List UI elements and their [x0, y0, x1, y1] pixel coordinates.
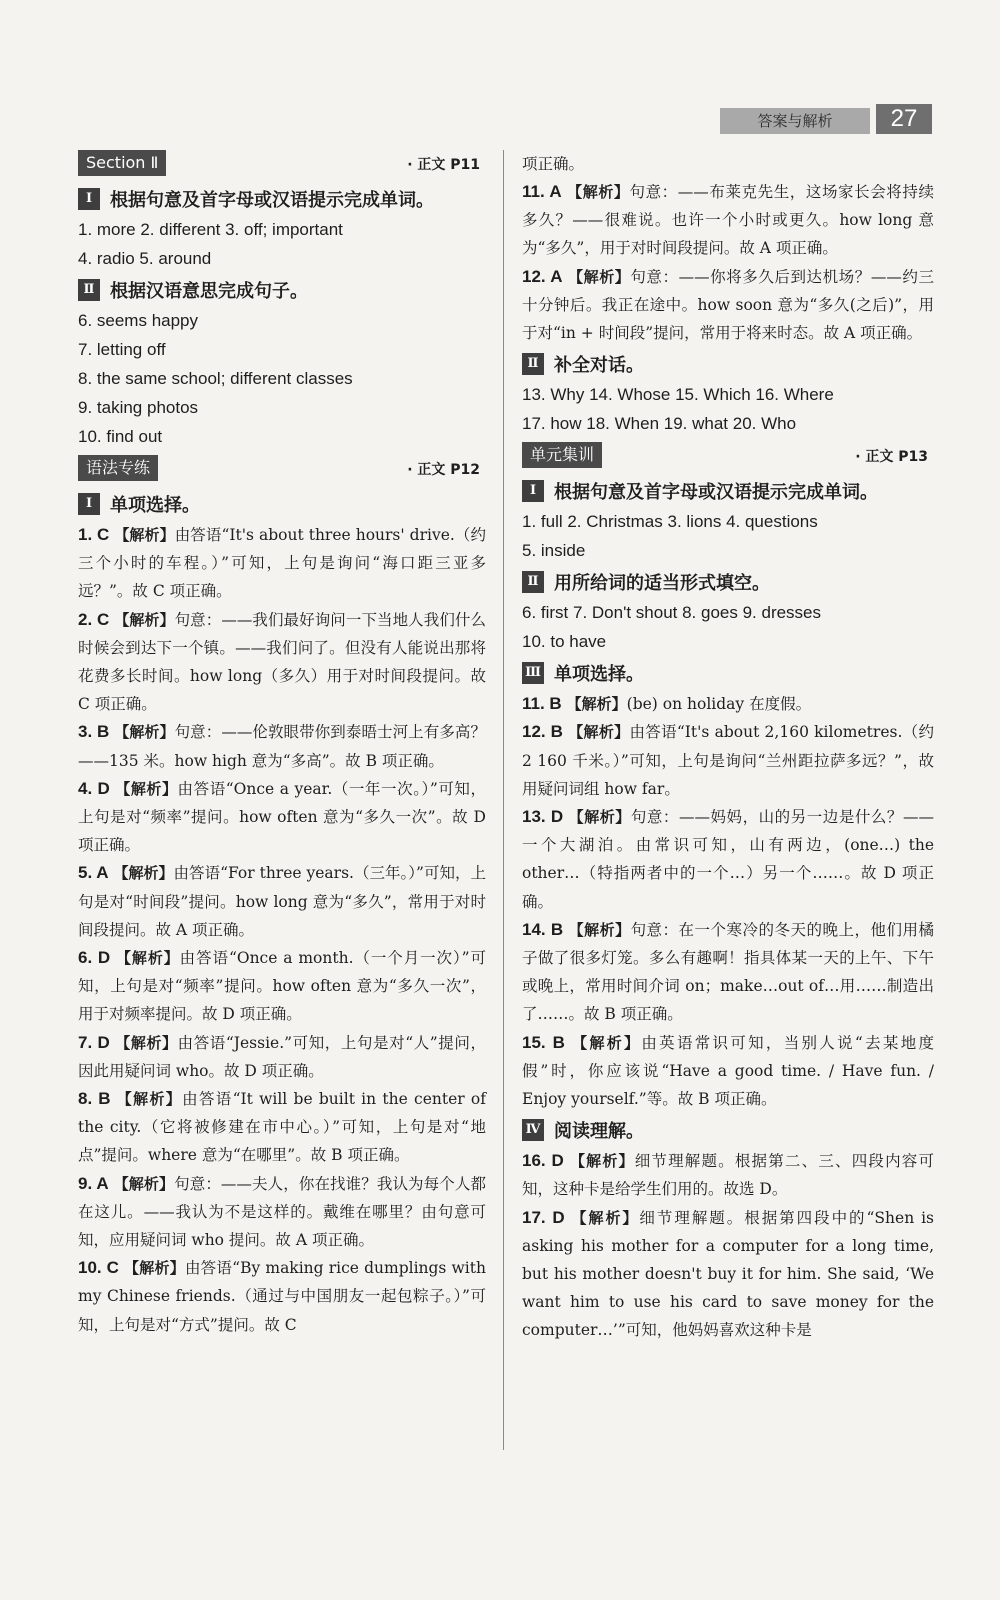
- answer-line: 1. more 2. different 3. off; important: [78, 220, 343, 239]
- item-tag: 【解析】: [114, 610, 175, 629]
- list-item: [78, 521, 486, 606]
- item-number: 15. B: [522, 1032, 565, 1052]
- list-item: [78, 606, 486, 719]
- item-text: 由答语“Jessie.”可知，上句是对“人”提问，因此用疑问词 who。故 D 项正确。: [78, 1033, 486, 1080]
- list-item: [78, 1254, 486, 1339]
- item-number: 11. B: [522, 694, 562, 714]
- page-number: 27: [876, 104, 932, 134]
- item-number: 1. C: [78, 525, 110, 544]
- answer-line: 17. how 18. When 19. what 20. Who: [522, 414, 797, 434]
- list-item: [522, 803, 934, 916]
- item-number: 2. C: [78, 609, 110, 629]
- item-number: 12. B: [522, 722, 563, 742]
- part-heading: [78, 489, 486, 519]
- part-heading: [522, 658, 934, 688]
- list-item: [522, 1147, 934, 1203]
- item-number: 16. D: [522, 1151, 564, 1171]
- part-heading: [522, 567, 934, 597]
- list-item: [522, 1029, 934, 1114]
- item-tag: 【解析】: [569, 1152, 635, 1171]
- item-number: 8. B: [78, 1089, 111, 1109]
- answer-line: 9. taking photos: [78, 398, 199, 417]
- item-text: 句意：在一个寒冷的冬天的晚上，他们用橘子做了很多灯笼。多么有趣啊！指具体某一天的上午、下午或晚上，常用时间介词 on；make…out of…用……制造出了……。故 B 项正确。: [522, 920, 934, 1024]
- answer-line: 8. the same school; different classes: [78, 369, 353, 388]
- roman-badge: Ⅳ: [522, 1119, 544, 1141]
- roman-badge: Ⅱ: [522, 353, 544, 375]
- item-tag: 【解析】: [568, 723, 630, 742]
- part-title: 单项选择。: [110, 495, 200, 516]
- item-tag: 【解析】: [567, 183, 630, 201]
- item-tag: 【解析】: [572, 1033, 642, 1052]
- item-text: 由答语“For three years.（三年。）”可知，上句是对“时间段”提问。how long 意为“多久”，常用于对时间段提问。故 A 项正确。: [78, 864, 486, 939]
- right-column: [522, 150, 934, 1345]
- answer-line: 6. seems happy: [78, 311, 199, 330]
- item-tag: 【解析】: [113, 1174, 175, 1193]
- item-text: (be) on holiday 在度假。: [626, 695, 812, 714]
- item-number: 13. D: [522, 807, 564, 827]
- item-text: 细节理解题。根据第四段中的“Shen is asking his mother for a computer for a long time, but his mother doesn't buy it for him. She said, ‘We want him to use his card to save money for the computer…’”可知，他妈妈喜欢这种卡是: [522, 1208, 934, 1340]
- item-number: 14. B: [522, 919, 564, 939]
- item-text: 由答语“It's about 2,160 kilometres.（约 2 160 千米。）”可知，上句是询问“兰州距拉萨多远？”，故用疑问词组 how far。: [522, 723, 934, 798]
- answer-line: 6. first 7. Don't shout 8. goes 9. dresses: [522, 603, 822, 623]
- section-tag: 语法专练: [78, 455, 158, 481]
- item-text: 句意：——伦敦眼带你到泰晤士河上有多高？——135 米。how high 意为“多高”。故 B 项正确。: [78, 723, 486, 770]
- item-text: 句意：——夫人，你在找谁？我认为每个人都在这儿。——我认为不是这样的。戴维在哪里？由句意可知，应用疑问词 who 提问。故 A 项正确。: [78, 1174, 486, 1250]
- roman-badge: Ⅱ: [78, 279, 100, 301]
- continued-text: 项正确。: [522, 155, 585, 173]
- answer-line: 4. radio 5. around: [78, 249, 212, 268]
- item-tag: 【解析】: [124, 1259, 185, 1278]
- item-text: 由答语“It will be built in the center of the city.（它将被修建在市中心。）”可知，上句是对“地点”提问。where 意为“在哪里”。故 B 项正确。: [78, 1090, 486, 1165]
- section-header: [78, 150, 486, 180]
- section-tag: 单元集训: [522, 442, 602, 468]
- item-text: 由答语“Once a month.（一个月一次）”可知，上句是对“频率”提问。how often 意为“多久一次”，用于对频率提问。故 D 项正确。: [78, 949, 486, 1024]
- item-number: 6. D: [78, 948, 111, 968]
- item-number: 10. C: [78, 1258, 119, 1278]
- item-text: 句意：——你将多久后到达机场？——约三十分钟后。我正在途中。how soon 意为“多久(之后)”，用于对“in + 时间段”提问，常用于将来时态。故 A 项正确。: [522, 267, 934, 343]
- answer-line: 10. find out: [78, 427, 163, 446]
- list-item: [78, 1029, 486, 1085]
- part-title: 根据句意及首字母或汉语提示完成单词。: [554, 482, 878, 504]
- answer-line: 10. to have: [522, 632, 607, 652]
- section-ref: · 正文 P11: [407, 157, 480, 173]
- part-heading: [522, 1115, 934, 1145]
- section-header: [522, 442, 934, 472]
- item-text: 句意：——妈妈，山的另一边是什么？——一个大湖泊。由常识可知，山有两边，(one…) the other…（特指两者中的一个…）另一个……。故 D 项正确。: [522, 808, 934, 911]
- left-column: [78, 150, 486, 1339]
- part-title: 根据汉语意思完成句子。: [110, 281, 308, 302]
- list-item: [522, 263, 934, 348]
- list-item: [522, 178, 934, 263]
- list-item: [522, 916, 934, 1029]
- answer-line: 7. letting off: [78, 340, 166, 359]
- item-tag: 【解析】: [568, 920, 631, 939]
- section-ref: · 正文 P13: [855, 449, 928, 466]
- list-item: [78, 1085, 486, 1170]
- item-number: 7. D: [78, 1032, 110, 1052]
- part-heading: [522, 349, 934, 379]
- list-item: [522, 718, 934, 803]
- part-title: 用所给词的适当形式填空。: [554, 573, 770, 595]
- item-number: 12. A: [522, 266, 563, 286]
- item-text: 由答语“By making rice dumplings with my Chinese friends.（通过与中国朋友一起包粽子。）”可知，上句是对“方式”提问。故 C: [78, 1259, 486, 1334]
- item-tag: 【解析】: [115, 949, 180, 968]
- item-tag: 【解析】: [568, 267, 631, 286]
- item-tag: 【解析】: [114, 723, 175, 742]
- item-text: 句意：——我们最好询问一下当地人我们什么时候会到达下一个镇。——我们问了。但没有人能说出那将花费多长时间。how long（多久）用于对时间段提问。故 C 项正确。: [78, 610, 486, 714]
- roman-badge: Ⅰ: [78, 493, 100, 515]
- section-ref: · 正文 P12: [407, 462, 480, 478]
- section-header: [78, 455, 486, 485]
- answer-line: 1. full 2. Christmas 3. lions 4. questions: [522, 512, 818, 532]
- part-title: 阅读理解。: [554, 1121, 644, 1143]
- part-heading: [522, 476, 934, 506]
- list-item: [522, 1204, 934, 1345]
- roman-badge: Ⅰ: [78, 188, 100, 210]
- item-text: 句意：——布莱克先生，这场家长会将持续多久？——很难说。也许一个小时或更久。how long 意为“多久”，用于对时间段提问。故 A 项正确。: [522, 183, 934, 258]
- answer-line: 5. inside: [522, 541, 586, 561]
- part-title: 补全对话。: [554, 355, 644, 377]
- roman-badge: Ⅱ: [522, 571, 544, 593]
- item-tag: 【解析】: [115, 779, 178, 798]
- roman-badge: Ⅲ: [522, 662, 544, 684]
- item-text: 细节理解题。根据第二、三、四段内容可知，这种卡是给学生们用的。故选 D。: [522, 1152, 934, 1199]
- part-heading: [78, 275, 486, 305]
- list-item: [78, 859, 486, 944]
- item-tag: 【解析】: [113, 864, 174, 883]
- header-label: 答案与解析: [720, 108, 870, 134]
- item-number: 4. D: [78, 778, 110, 798]
- item-text: 由答语“Once a year.（一年一次。）”可知，上句是对“频率”提问。how often 意为“多久一次”。故 D 项正确。: [78, 779, 486, 855]
- part-title: 单项选择。: [554, 664, 644, 686]
- item-text: 由英语常识可知，当别人说“去某地度假”时，你应该说“Have a good time. / Have fun. / Enjoy yourself.”等。故 B 项正确。: [522, 1033, 934, 1109]
- column-divider: [503, 150, 504, 1450]
- item-tag: 【解析】: [568, 808, 631, 827]
- list-item: [78, 718, 486, 774]
- item-text: 由答语“It's about three hours' drive.（约三个小时的车程。）”可知，上句是询问“海口距三亚多远？”。故 C 项正确。: [78, 526, 486, 601]
- list-item: [78, 775, 486, 860]
- item-tag: 【解析】: [114, 526, 175, 544]
- list-item: [522, 690, 934, 718]
- item-number: 11. A: [522, 182, 562, 201]
- answer-line: 13. Why 14. Whose 15. Which 16. Where: [522, 385, 834, 405]
- item-number: 5. A: [78, 863, 109, 883]
- item-number: 9. A: [78, 1173, 109, 1193]
- item-tag: 【解析】: [116, 1090, 183, 1109]
- part-heading: [78, 184, 486, 214]
- item-tag: 【解析】: [115, 1033, 178, 1052]
- roman-badge: Ⅰ: [522, 480, 544, 502]
- section-tag: Section Ⅱ: [78, 150, 166, 176]
- item-tag: 【解析】: [566, 695, 627, 714]
- list-item: [78, 944, 486, 1029]
- item-number: 17. D: [522, 1207, 565, 1227]
- list-item: [78, 1170, 486, 1255]
- part-title: 根据句意及首字母或汉语提示完成单词。: [110, 190, 434, 211]
- item-tag: 【解析】: [571, 1208, 640, 1227]
- item-number: 3. B: [78, 722, 110, 742]
